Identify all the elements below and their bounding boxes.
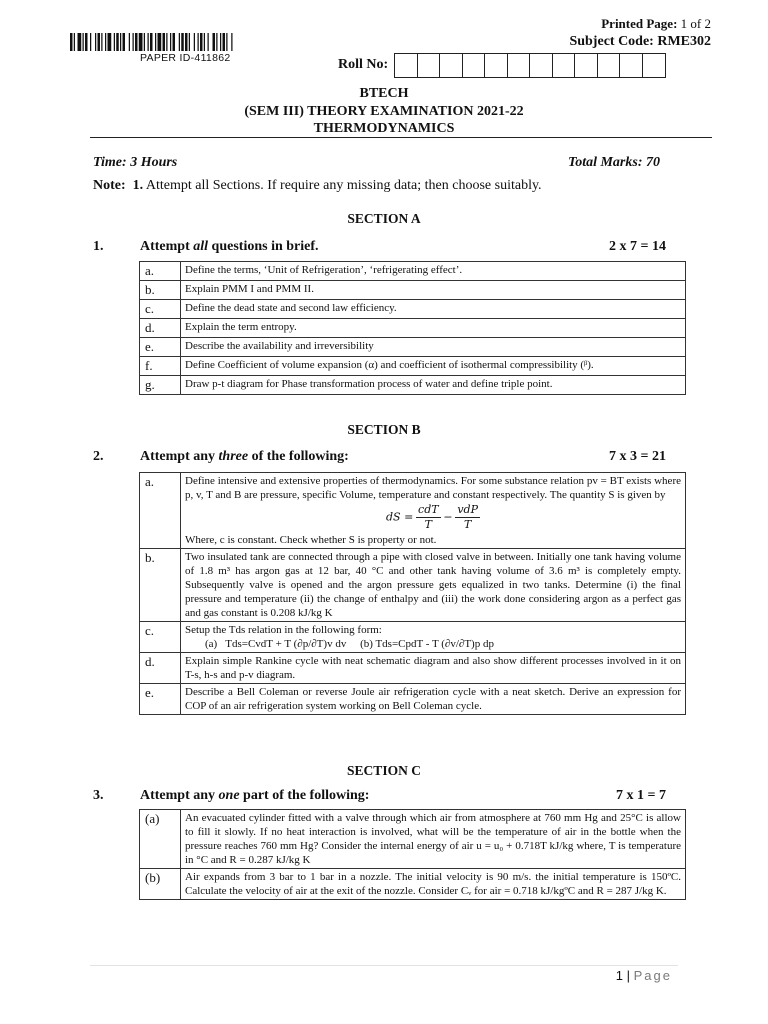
section-a-heading: SECTION A — [347, 211, 421, 226]
formula-minus: − — [443, 510, 453, 524]
table-row — [140, 622, 686, 653]
item-label: b. — [140, 281, 181, 300]
note-text: Attempt all Sections. If require any missing data; then choose suitably. — [145, 178, 542, 193]
instr-emph: one — [218, 788, 240, 803]
roll-number-boxes — [394, 53, 666, 78]
section-b-table — [139, 472, 686, 715]
total-marks: Total Marks: 70 — [567, 155, 660, 170]
item-text: An evacuated cylinder fitted with a valve through which air from atmosphere at 760 mm Hg and 25°C is allow to fill it slowly. If no heat interaction is involved, what will be the temperature of air in the bottle when the pressure reaches 760 mm Hg? Consider the internal energy of air u = u₀ + 0.718T kJ/kg where, T is temperature in °C and R = 0.287 kJ/kg K — [181, 810, 686, 869]
roll-digit-box — [553, 54, 576, 77]
item-label: e. — [140, 684, 181, 715]
paper-id: PAPER ID-411862 — [140, 52, 231, 64]
table-row — [140, 549, 686, 622]
question-number: 2. — [93, 449, 104, 464]
instr-prefix: Attempt any — [140, 449, 219, 464]
table-row — [140, 810, 686, 869]
instr-suffix: part of the following: — [239, 788, 370, 803]
subject-title: THERMODYNAMICS — [313, 121, 455, 136]
table-row — [140, 869, 686, 900]
section-c-heading: SECTION C — [347, 763, 421, 778]
subject-code: Subject Code: RME302 — [569, 34, 711, 49]
item-label: c. — [140, 622, 181, 653]
note-label: Note: — [93, 178, 126, 193]
item-label: c. — [140, 300, 181, 319]
item-label: d. — [140, 319, 181, 338]
barcode — [70, 33, 298, 51]
item-text: Describe the availability and irreversibility — [181, 338, 686, 357]
item-label: a. — [140, 262, 181, 281]
roll-digit-box — [440, 54, 463, 77]
item-label: b. — [140, 549, 181, 622]
item-text: Describe a Bell Coleman or reverse Joule air refrigeration cycle with a neat sketch. Derive an expression for COP of an air refrigeration system working on Bell Coleman cycle. — [181, 684, 686, 715]
page-word: Page — [633, 968, 672, 983]
numerator-1: cdT — [418, 503, 439, 516]
item-text: Setup the Tds relation in the following form: — [185, 624, 382, 636]
table-row — [140, 473, 686, 549]
printed-page-value: 1 of 2 — [680, 16, 711, 31]
roll-digit-box — [508, 54, 531, 77]
item-text: Explain simple Rankine cycle with neat schematic diagram and also show different processes involved in it on T-s, h-s and p-v diagram. — [181, 653, 686, 684]
formula-lhs: dS = — [386, 510, 414, 524]
item-label: f. — [140, 357, 181, 376]
item-subparts: (a) Tds=CvdT + T (∂p/∂T)v dv (b) Tds=CpdT - T (∂v/∂T)p dp — [205, 638, 494, 650]
instr-prefix: Attempt any — [140, 788, 219, 803]
denominator-2: T — [463, 518, 472, 531]
roll-digit-box — [643, 54, 666, 77]
numerator-2: vdP — [457, 503, 478, 516]
item-text: Explain the term entropy. — [181, 319, 686, 338]
item-text: Define the terms, ‘Unit of Refrigeration’, ‘refrigerating effect’. — [181, 262, 686, 281]
page-separator: | — [626, 968, 630, 983]
fraction-1 — [416, 503, 441, 532]
roll-digit-box — [395, 54, 418, 77]
item-label: a. — [140, 473, 181, 549]
section-a-table — [139, 261, 686, 395]
instr-emph: all — [193, 239, 209, 254]
item-label: d. — [140, 653, 181, 684]
program-title: BTECH — [359, 86, 409, 101]
question-3-instruction — [93, 788, 369, 804]
roll-digit-box — [530, 54, 553, 77]
printed-page-label: Printed Page: — [601, 16, 678, 31]
item-label: e. — [140, 338, 181, 357]
table-row — [140, 653, 686, 684]
question-2-instruction — [93, 449, 349, 465]
question-2-marks: 7 x 3 = 21 — [609, 449, 666, 464]
question-1-marks: 2 x 7 = 14 — [609, 239, 666, 254]
table-row — [140, 376, 686, 395]
item-text: Define the dead state and second law efficiency. — [181, 300, 686, 319]
instr-suffix: of the following: — [248, 449, 349, 464]
exam-title: (SEM III) THEORY EXAMINATION 2021-22 — [244, 104, 524, 119]
item-label: (a) — [140, 810, 181, 869]
section-c-table — [139, 809, 686, 900]
table-row — [140, 357, 686, 376]
instr-prefix: Attempt — [140, 239, 194, 254]
printed-page — [601, 16, 711, 32]
table-row — [140, 319, 686, 338]
question-3-marks: 7 x 1 = 7 — [616, 788, 666, 803]
item-text: Air expands from 3 bar to 1 bar in a nozzle. The initial velocity is 90 m/s. the initial temperature is 150ºC. Calculate the velocity of air at the exit of the nozzle. Consider Cᵥ for air = 0.718 kJ/kgºC and R = 287 J/kg K. — [181, 869, 686, 900]
header-divider — [90, 137, 712, 138]
footer-divider — [90, 965, 678, 966]
item-text: Two insulated tank are connected through a pipe with closed valve in between. Initially one tank having volume of 1.8 m³ has argon gas at 12 bar, 40 °C and other tank having volume of 3.6 m³ is completely empty. Subsequently valve is opened and the argon pressure gets equalized in two tanks. Determine (i) the final pressure and temperature (ii) the change of enthalpy and (iii) the work done considering argon as a perfect gas and gas constant is 0.208 kJ/kg K — [181, 549, 686, 622]
roll-digit-box — [575, 54, 598, 77]
question-number: 1. — [93, 239, 104, 254]
roll-digit-box — [598, 54, 621, 77]
roll-no-label: Roll No: — [338, 57, 389, 72]
entropy-formula — [185, 503, 681, 532]
table-row — [140, 338, 686, 357]
exam-time: Time: 3 Hours — [93, 155, 178, 170]
denominator-1: T — [424, 518, 432, 531]
question-1-instruction — [93, 239, 319, 255]
item-text: Draw p-t diagram for Phase transformation process of water and define triple point. — [181, 376, 686, 395]
table-row — [140, 300, 686, 319]
table-row — [140, 684, 686, 715]
item-text: Define Coefficient of volume expansion (α) and coefficient of isothermal compressibility (ᵝ). — [181, 357, 686, 376]
roll-digit-box — [485, 54, 508, 77]
roll-digit-box — [463, 54, 486, 77]
question-number: 3. — [93, 788, 104, 803]
item-text-after: Where, c is constant. Check whether S is property or not. — [185, 534, 437, 546]
roll-digit-box — [418, 54, 441, 77]
item-text: Define intensive and extensive properties of thermodynamics. For some substance relation pv = BT exists where p, v, T and B are pressure, specific Volume, temperature and constant respectively. The quantity S is given by — [185, 475, 681, 501]
roll-number-field — [338, 52, 666, 78]
table-row — [140, 262, 686, 281]
page-footer — [616, 968, 672, 983]
note-number: 1. — [132, 178, 144, 193]
item-label: (b) — [140, 869, 181, 900]
item-content — [181, 622, 686, 653]
instr-emph: three — [218, 449, 249, 464]
item-label: g. — [140, 376, 181, 395]
fraction-2 — [455, 503, 480, 532]
exam-note — [93, 178, 542, 194]
page-number: 1 — [615, 968, 623, 983]
table-row — [140, 281, 686, 300]
section-b-heading: SECTION B — [347, 422, 421, 437]
roll-digit-box — [620, 54, 643, 77]
item-text: Explain PMM I and PMM II. — [181, 281, 686, 300]
instr-suffix: questions in brief. — [208, 239, 319, 254]
item-content — [181, 473, 686, 549]
